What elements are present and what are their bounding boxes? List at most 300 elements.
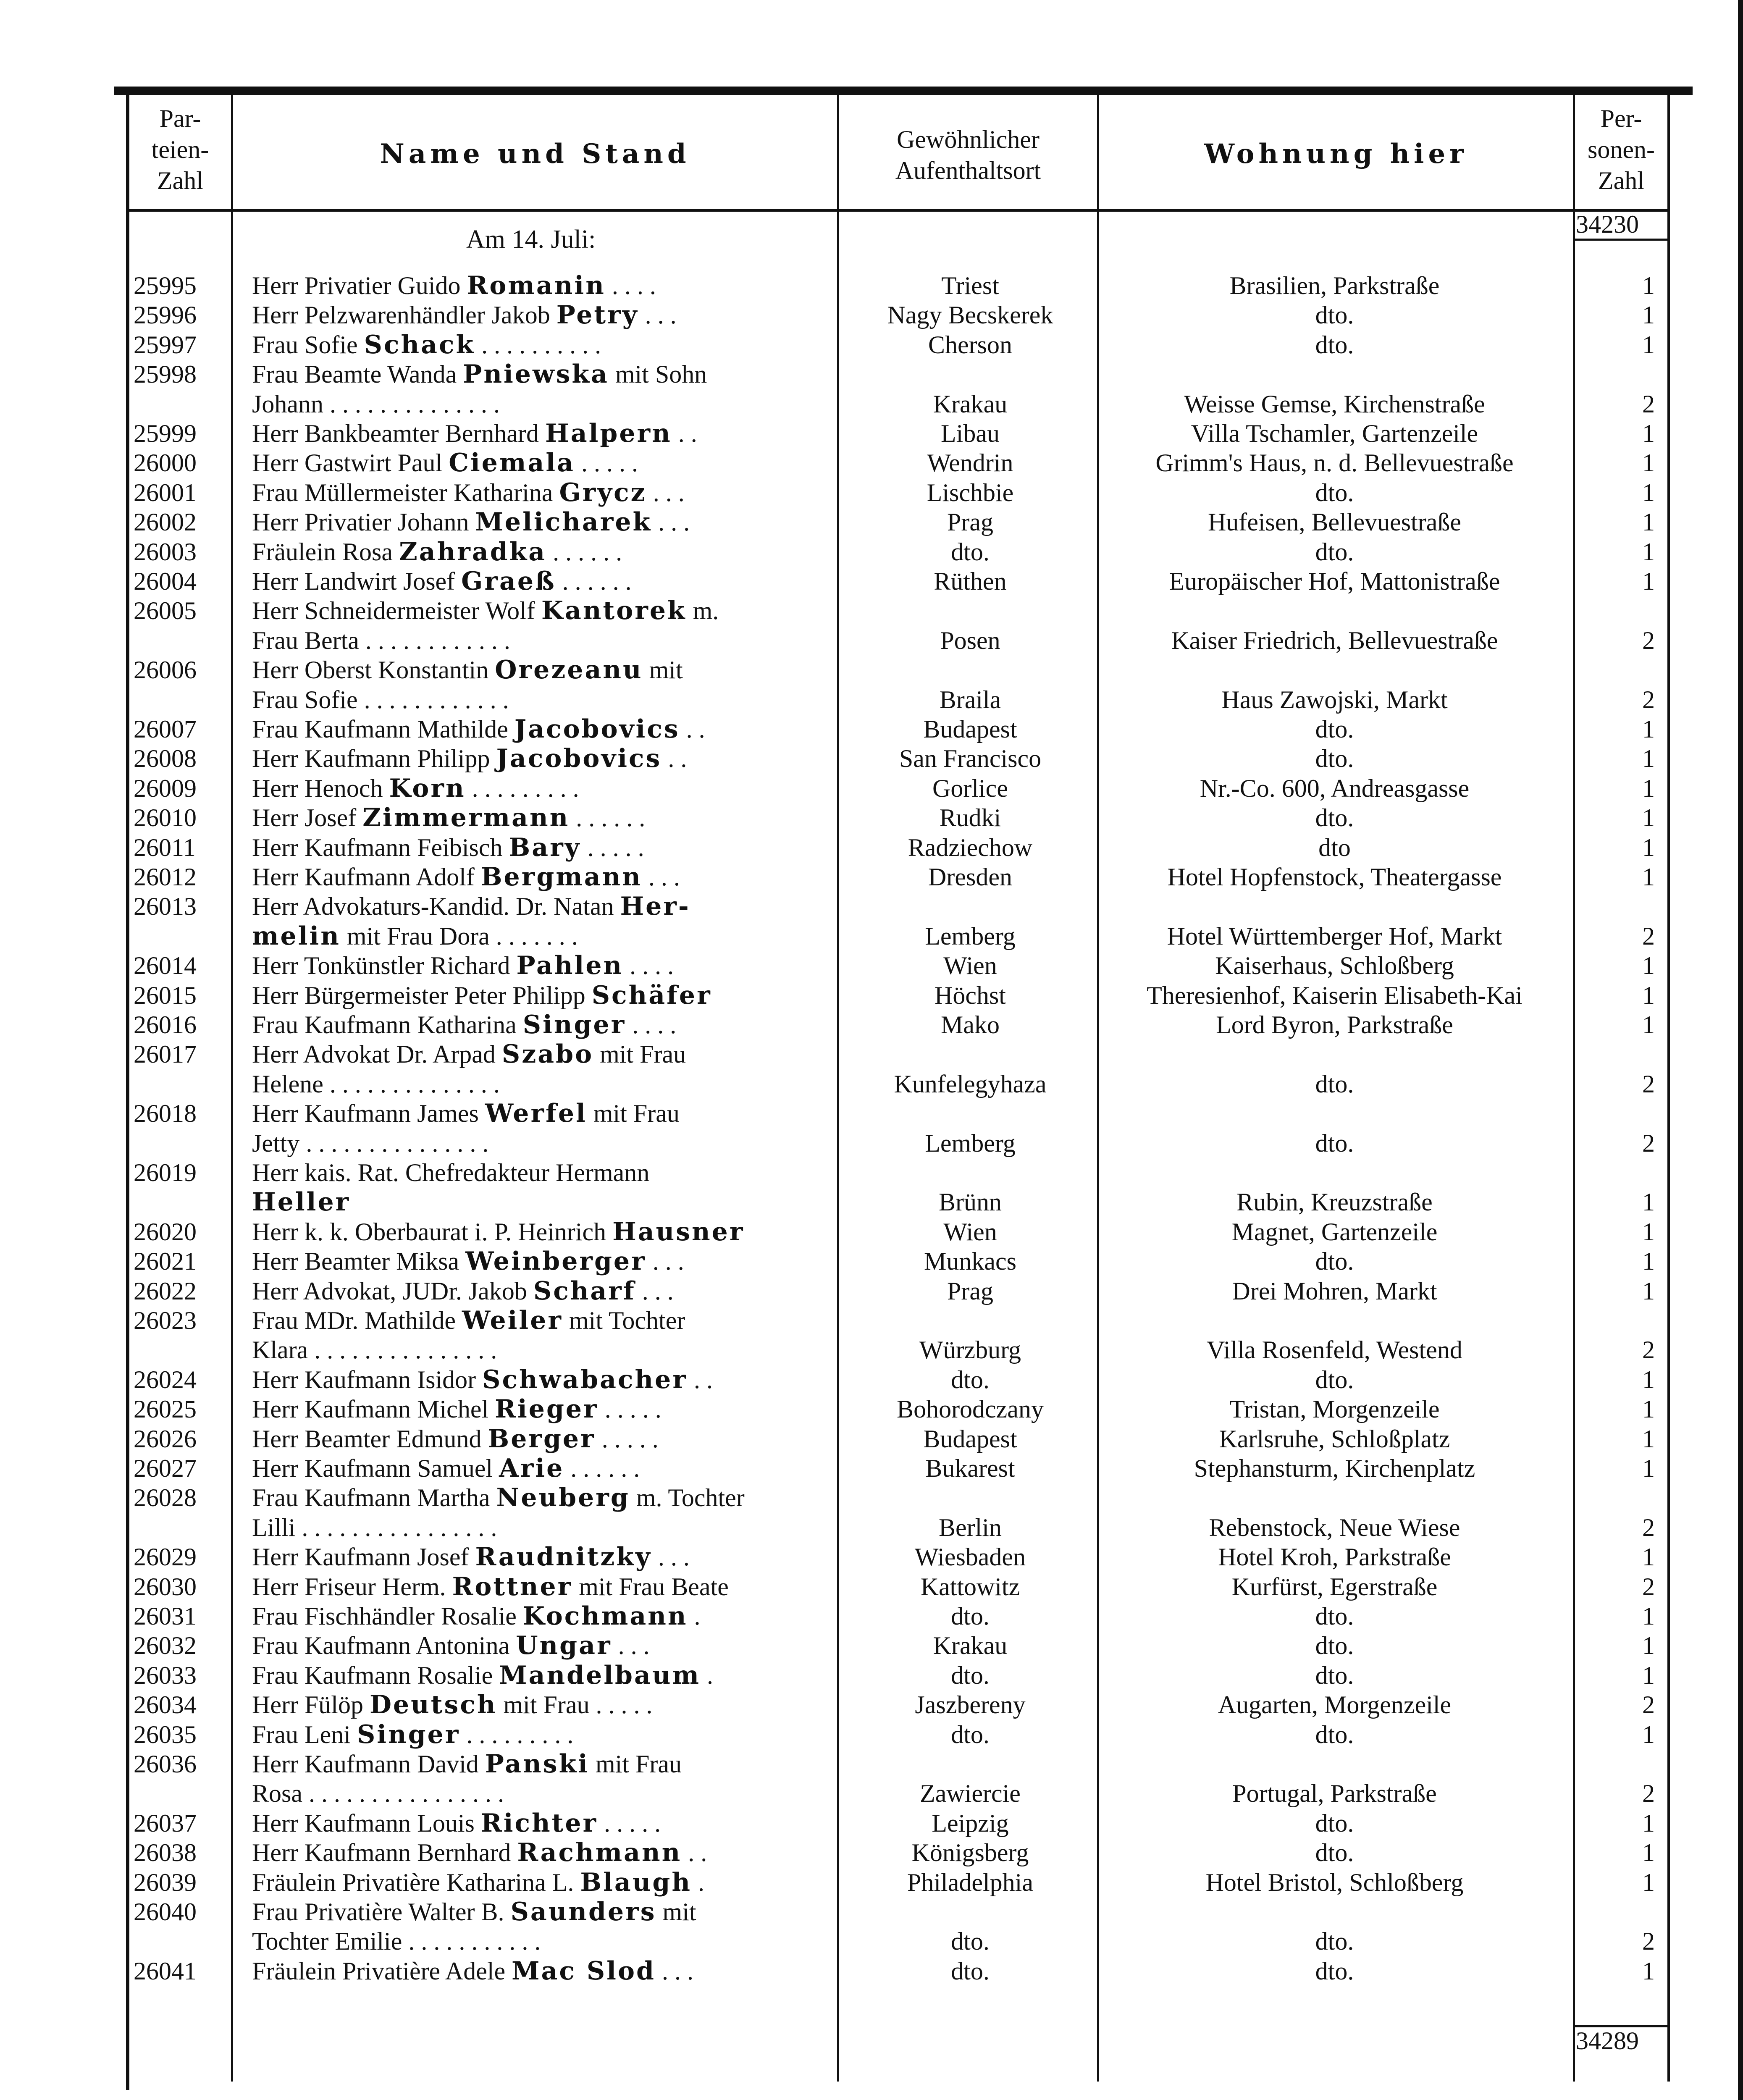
party-number: 26017 [134,1040,197,1068]
usual-residence: Gorlice [932,774,1008,802]
table-row [0,1217,1743,1247]
name-and-status [252,419,823,448]
surname: Schäfer [591,980,712,1010]
party-number: 26022 [134,1277,197,1305]
usual-residence: Berlin [939,1513,1002,1541]
table-row [0,862,1743,892]
name-prefix: Herr Kaufmann Philipp [252,745,496,773]
table-row [0,1779,1743,1808]
person-count: 1 [1642,804,1655,832]
usual-residence: Würzburg [919,1336,1021,1364]
name-prefix: Tochter Emilie . . . . . . . . . . . [252,1927,541,1956]
surname: Melicharek [475,507,652,537]
surname: Weinberger [465,1247,646,1276]
header-col-origin-line1: Gewöhnlicher [897,126,1040,153]
name-and-status [252,1749,823,1779]
name-prefix: Herr Kaufmann Josef [252,1543,475,1571]
table-row [0,419,1743,448]
person-count: 1 [1642,301,1655,329]
surname: Heller [252,1187,351,1217]
name-and-status [252,1040,823,1069]
surname: Zahradka [399,537,547,567]
person-count: 1 [1642,1543,1655,1571]
name-and-status [252,389,823,419]
name-prefix: Lilli . . . . . . . . . . . . . . . . [252,1513,497,1541]
usual-residence: Nagy Becskerek [887,301,1053,329]
person-count: 1 [1642,952,1655,980]
surname: Orezeanu [495,655,643,685]
party-number: 26038 [134,1839,197,1867]
top-rule [114,87,1693,95]
table-row [0,1069,1743,1099]
name-prefix: Herr Advokat, JUDr. Jakob [252,1277,533,1305]
name-suffix: . [688,1602,701,1630]
name-and-status [252,803,823,832]
usual-residence: Wien [943,952,997,980]
local-address: dto [1318,833,1351,861]
name-prefix: Herr Gastwirt Paul [252,449,449,477]
name-and-status [252,360,823,389]
table-row [0,1010,1743,1040]
local-address: Grimm's Haus, n. d. Bellevuestraße [1155,449,1514,477]
usual-residence: Dresden [928,863,1012,891]
header-col-count [1575,103,1667,196]
name-prefix: Frau Kaufmann Antonina [252,1632,516,1660]
header-col-count-line1: Per- [1600,105,1642,132]
name-and-status [252,1010,823,1040]
usual-residence: Radziechow [908,833,1033,861]
person-count: 1 [1642,272,1655,299]
person-count: 2 [1642,1572,1655,1601]
table-row [0,1247,1743,1276]
table-row [0,1513,1743,1542]
person-count: 1 [1642,1365,1655,1394]
table-row [0,1099,1743,1128]
name-and-status [252,1897,823,1927]
person-count: 1 [1642,567,1655,595]
table-row [0,1394,1743,1424]
surname: Mac Slod [512,1956,656,1986]
name-and-status [252,1394,823,1424]
table-row [0,774,1743,803]
name-suffix: . . [680,715,705,743]
table-row [0,300,1743,330]
name-and-status [252,596,823,625]
table-row [0,1720,1743,1749]
usual-residence: Lemberg [925,922,1016,950]
name-and-status [252,626,823,655]
table-row [0,1542,1743,1572]
header-col-name [233,139,837,170]
name-suffix: . . [687,1365,713,1394]
party-number: 26036 [134,1750,197,1778]
local-address: Karlsruhe, Schloßplatz [1219,1425,1450,1453]
name-and-status [252,862,823,892]
local-address: Portugal, Parkstraße [1232,1780,1437,1808]
date-heading: Am 14. Juli: [466,225,596,254]
local-address: dto. [1315,1070,1354,1098]
name-suffix: mit [643,656,683,684]
usual-residence: Lemberg [925,1129,1016,1157]
usual-residence: San Francisco [899,745,1042,773]
name-prefix: Herr Oberst Konstantin [252,656,495,684]
party-number: 26004 [134,567,197,595]
name-prefix: Frau Fischhändler Rosalie [252,1602,523,1630]
local-address: dto. [1315,715,1354,743]
local-address: Europäischer Hof, Mattonistraße [1169,567,1500,595]
party-number: 25996 [134,301,197,329]
surname: Schwabacher [482,1365,688,1394]
party-number: 26018 [134,1100,197,1128]
party-number: 26014 [134,952,197,980]
name-suffix: . . [682,1839,707,1867]
name-suffix: . . . . . [598,1809,661,1837]
party-number: 26015 [134,981,197,1009]
name-and-status [252,714,823,744]
party-number: 25995 [134,272,197,299]
usual-residence: Bukarest [925,1454,1015,1482]
party-number: 26035 [134,1720,197,1748]
name-suffix: . . . . [605,272,656,299]
carry-out-total [1576,2026,1668,2055]
usual-residence: Kattowitz [920,1572,1020,1601]
surname: Szabo [501,1040,594,1069]
table-row [0,567,1743,596]
name-suffix: mit Frau [587,1100,680,1128]
name-suffix: mit Tochter [563,1307,685,1334]
name-prefix: Frau MDr. Mathilde [252,1307,462,1334]
local-address: Rubin, Kreuzstraße [1236,1188,1433,1216]
person-count: 2 [1642,626,1655,654]
person-count: 1 [1642,1602,1655,1630]
surname: Halpern [545,419,672,448]
name-and-status [252,1809,823,1838]
name-suffix: mit [656,1898,696,1926]
name-and-status [252,1956,823,1986]
person-count: 2 [1642,390,1655,418]
header-col-name-text: Name und Stand [380,138,690,170]
table-row [0,833,1743,862]
name-prefix: Frau Kaufmann Martha [252,1484,496,1512]
party-number: 26040 [134,1898,197,1926]
name-suffix: mit Frau Dora . . . . . . . [340,922,578,950]
person-count: 1 [1642,331,1655,359]
local-address: dto. [1315,331,1354,359]
surname: Pniewska [463,360,609,389]
name-suffix: . . . [635,1277,674,1305]
name-prefix: Herr Advokat Dr. Arpad [252,1040,502,1068]
header-col-origin-line2: Aufenthaltsort [895,157,1041,184]
name-prefix: Frau Kaufmann Katharina [252,1011,523,1039]
local-address: Brasilien, Parkstraße [1229,272,1440,299]
local-address: dto. [1315,1632,1354,1660]
surname: Kochmann [522,1601,688,1631]
table-row [0,389,1743,419]
table-row [0,1483,1743,1512]
person-count: 2 [1642,685,1655,714]
local-address: dto. [1315,1720,1354,1748]
local-address: dto. [1315,1839,1354,1867]
surname: Rottner [452,1572,573,1601]
usual-residence: Kunfelegyhaza [894,1070,1047,1098]
usual-residence: Prag [947,508,993,536]
table-row [0,1868,1743,1897]
surname: Mandelbaum [499,1660,701,1690]
table-row [0,1631,1743,1660]
name-suffix: . . . . . . [556,567,632,595]
table-row [0,714,1743,744]
local-address: Haus Zawojski, Markt [1221,685,1448,714]
table-row [0,1927,1743,1956]
name-and-status [252,1572,823,1601]
table-row [0,626,1743,655]
surname: Schack [364,330,475,360]
local-address: dto. [1315,1365,1354,1394]
name-prefix: Herr Kaufmann Isidor [252,1365,483,1394]
name-and-status [252,921,823,951]
local-address: Drei Mohren, Markt [1232,1277,1437,1305]
person-count: 1 [1642,1632,1655,1660]
surname: Hausner [612,1217,745,1247]
table-row [0,1601,1743,1631]
table-row [0,655,1743,685]
name-suffix: . . . . [623,952,674,980]
header-col-address-text: Wohnung hier [1204,138,1468,170]
table-row [0,685,1743,714]
person-count: 2 [1642,1927,1655,1956]
party-number: 26013 [134,892,197,921]
name-and-status [252,1927,823,1956]
usual-residence: Philadelphia [907,1868,1033,1896]
local-address: dto. [1315,1602,1354,1630]
usual-residence: Leipzig [932,1809,1009,1837]
table-row [0,744,1743,773]
table-row [0,1897,1743,1927]
surname: Blaugh [580,1867,692,1897]
name-prefix: Herr Privatier Guido [252,272,467,299]
name-and-status [252,1690,823,1719]
surname: Zimmermann [362,803,570,833]
table-row [0,360,1743,389]
table-row [0,1424,1743,1454]
name-and-status [252,1424,823,1454]
usual-residence: dto. [951,1661,990,1689]
person-count: 1 [1642,538,1655,566]
name-and-status [252,1838,823,1867]
usual-residence: Munkacs [924,1247,1016,1276]
name-prefix: Herr Kaufmann David [252,1750,485,1778]
table-row [0,1661,1743,1690]
name-prefix: Frau Sofie [252,331,364,359]
surname: Werfel [485,1099,587,1129]
person-count: 1 [1642,478,1655,507]
name-prefix: Herr Josef [252,804,363,832]
usual-residence: Wendrin [927,449,1013,477]
name-prefix: Frau Beamte Wanda [252,360,463,388]
header-col-nr-line2: teien- [151,136,209,163]
usual-residence: Krakau [933,1632,1008,1660]
party-number: 26009 [134,774,197,802]
party-number: 26034 [134,1691,197,1719]
usual-residence: Mako [941,1011,1000,1039]
person-count: 1 [1642,774,1655,802]
party-number: 26007 [134,715,197,743]
table-row [0,981,1743,1010]
name-prefix: Herr Kaufmann Michel [252,1395,495,1423]
table-row [0,1129,1743,1158]
table-row [0,330,1743,360]
name-prefix: Herr Kaufmann Feibisch [252,833,509,861]
table-row [0,1187,1743,1217]
name-and-status [252,271,823,300]
name-suffix: . . . . . . [546,538,622,566]
surname: Her- [620,892,690,921]
name-and-status [252,567,823,596]
person-count: 1 [1642,1011,1655,1039]
table-row [0,1306,1743,1335]
usual-residence: Zawiercie [920,1780,1021,1808]
name-and-status [252,507,823,537]
name-prefix: Fräulein Privatière Katharina L. [252,1868,580,1896]
name-prefix: Herr Bürgermeister Peter Philipp [252,981,592,1009]
surname: Scharf [533,1276,636,1306]
table-row [0,803,1743,832]
person-count: 2 [1642,1780,1655,1808]
name-prefix: Klara . . . . . . . . . . . . . . . [252,1336,497,1364]
name-prefix: Herr Kaufmann Samuel [252,1454,499,1482]
header-underline [126,209,1670,212]
table-row [0,1690,1743,1719]
party-number: 25999 [134,420,197,447]
name-suffix: . . . [646,478,685,507]
name-prefix: Herr Beamter Miksa [252,1247,466,1276]
table-row [0,1454,1743,1483]
local-address: Magnet, Gartenzeile [1231,1218,1438,1246]
name-prefix: Herr Kaufmann Bernhard [252,1839,517,1867]
local-address: dto. [1315,1957,1354,1985]
person-count: 1 [1642,1247,1655,1276]
usual-residence: Höchst [934,981,1006,1009]
name-prefix: Herr Kaufmann Louis [252,1809,481,1837]
table-row [0,921,1743,951]
party-number: 26037 [134,1809,197,1837]
name-suffix: . . . . . [581,833,644,861]
carry-in-total [1576,210,1668,239]
name-prefix: Fräulein Rosa [252,538,399,566]
surname: Weiler [462,1306,563,1335]
party-number: 26032 [134,1632,197,1660]
person-count: 1 [1642,1425,1655,1453]
name-prefix: Herr Advokaturs-Kandid. Dr. Natan [252,892,620,921]
table-row [0,892,1743,921]
name-suffix: . . [672,420,697,447]
person-count: 2 [1642,1513,1655,1541]
surname: Korn [389,773,466,803]
name-and-status [252,300,823,330]
name-prefix: Herr Tonkünstler Richard [252,952,517,980]
person-count: 1 [1642,1277,1655,1305]
person-count: 1 [1642,1395,1655,1423]
table-row [0,1572,1743,1601]
person-count: 1 [1642,1454,1655,1482]
person-count: 1 [1642,715,1655,743]
local-address: dto. [1315,1661,1354,1689]
local-address: Rebenstock, Neue Wiese [1209,1513,1460,1541]
local-address: Lord Byron, Parkstraße [1216,1011,1453,1039]
surname: melin [252,921,341,951]
local-address: Hufeisen, Bellevuestraße [1208,508,1462,536]
party-number: 26019 [134,1159,197,1186]
party-number: 26033 [134,1661,197,1689]
surname: Rachmann [517,1838,682,1868]
table-row [0,507,1743,537]
name-suffix: mit Sohn [609,360,707,388]
party-number: 26029 [134,1543,197,1571]
name-prefix: Frau Kaufmann Rosalie [252,1661,499,1689]
surname: Raudnitzky [475,1542,652,1572]
table-row [0,1809,1743,1838]
table-row [0,1956,1743,1986]
table-row [0,596,1743,625]
local-address: Villa Tschamler, Gartenzeile [1191,420,1478,447]
local-address: dto. [1315,1927,1354,1956]
name-and-status [252,1779,823,1808]
person-count: 1 [1642,420,1655,447]
name-suffix: mit Frau [593,1040,686,1068]
table-row [0,1276,1743,1306]
name-suffix: . . . [612,1632,650,1660]
table-row [0,1040,1743,1069]
table-row [0,271,1743,300]
name-and-status [252,744,823,773]
local-address: Nr.-Co. 600, Andreasgasse [1200,774,1470,802]
name-and-status [252,1720,823,1749]
local-address: dto. [1315,1129,1354,1157]
usual-residence: Triest [941,272,999,299]
party-number: 25998 [134,360,197,388]
usual-residence: Budapest [923,1425,1017,1453]
usual-residence: Bohorodczany [897,1395,1044,1423]
usual-residence: Jaszbereny [915,1691,1026,1719]
surname: Rieger [495,1394,598,1424]
name-suffix: m. [686,597,719,625]
table-row [0,478,1743,507]
name-and-status [252,1868,823,1897]
header-col-origin [839,124,1097,186]
person-count: 2 [1642,1336,1655,1364]
header-col-nr-line1: Par- [159,105,201,132]
name-prefix: Herr Friseur Herm. [252,1572,452,1601]
name-prefix: Herr Schneidermeister Wolf [252,597,541,625]
name-and-status [252,774,823,803]
usual-residence: Wiesbaden [914,1543,1026,1571]
usual-residence: dto. [951,1720,990,1748]
party-number: 26039 [134,1868,197,1896]
name-prefix: Frau Berta . . . . . . . . . . . . [252,626,510,654]
person-count: 2 [1642,1129,1655,1157]
usual-residence: Braila [939,685,1001,714]
party-number: 26021 [134,1247,197,1276]
party-number: 26006 [134,656,197,684]
name-suffix: . . . . . . [570,804,646,832]
usual-residence: dto. [951,1602,990,1630]
party-number: 26031 [134,1602,197,1630]
name-suffix: . . . . . . . . . [465,774,579,802]
party-number: 26011 [134,833,196,861]
usual-residence: Budapest [923,715,1017,743]
local-address: Kurfürst, Egerstraße [1231,1572,1438,1601]
person-count: 2 [1642,922,1655,950]
